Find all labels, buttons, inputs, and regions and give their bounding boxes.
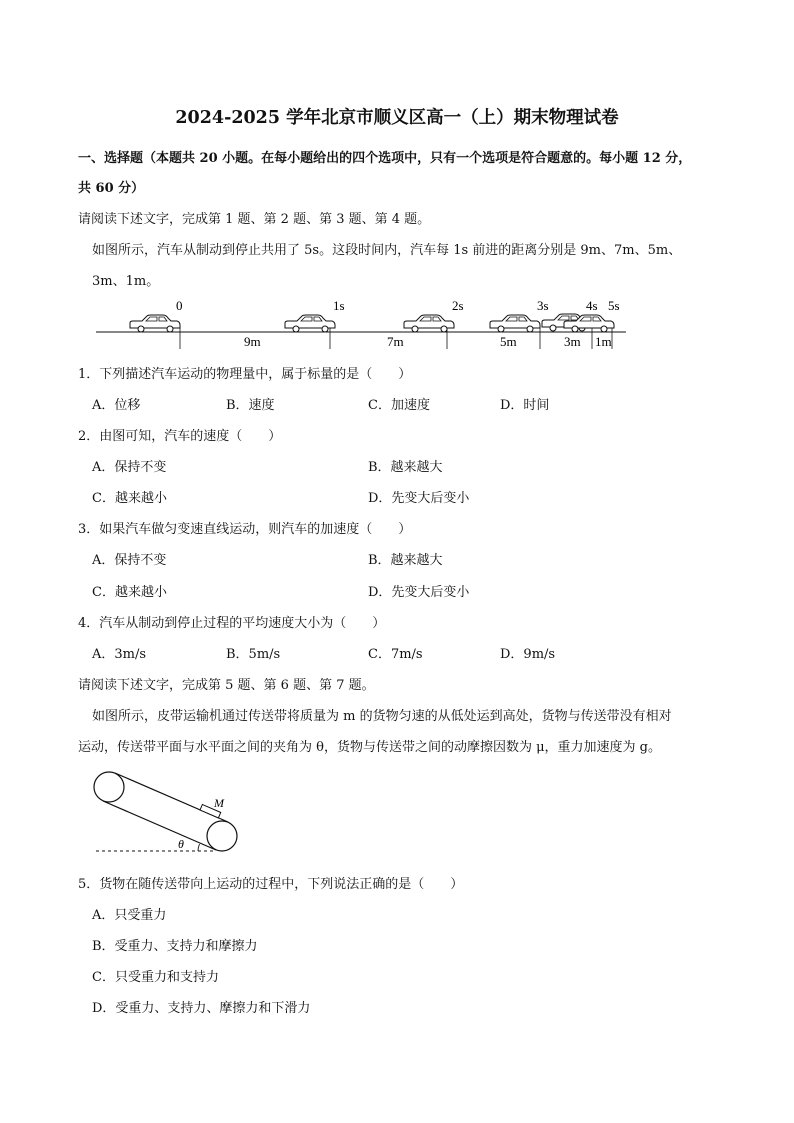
exam-title: 2024-2025 学年北京市顺义区高一（上）期末物理试卷: [175, 108, 619, 128]
question-3-stem: 3．如果汽车做匀变速直线运动，则汽车的加速度（ ）: [78, 522, 412, 537]
distance-label-1m: 1m: [595, 334, 612, 349]
time-label-1s: 1s: [333, 298, 345, 313]
question-1-option-a: A．位移: [92, 398, 141, 413]
passage1-text-line2: 3m、1m。: [92, 274, 160, 289]
question-3-option-d: D．先变大后变小: [368, 585, 470, 600]
time-label-2s: 2s: [452, 298, 464, 313]
distance-label-9m: 9m: [244, 334, 261, 349]
car-icon: [404, 315, 454, 332]
distance-label-3m: 3m: [564, 334, 581, 349]
question-5-option-b: B．受重力、支持力和摩擦力: [92, 939, 258, 954]
question-2-stem: 2．由图可知，汽车的速度（ ）: [78, 429, 282, 444]
question-1-option-d: D．时间: [500, 398, 550, 413]
belt-bottom: [103, 801, 216, 850]
question-3-option-c: C．越来越小: [92, 585, 167, 600]
passage2-text-line1: 如图所示，皮带运输机通过传送带将质量为 m 的货物匀速的从低处运到高处，货物与传送带没有相对: [92, 709, 672, 724]
question-5-option-d: D．受重力、支持力、摩擦力和下滑力: [92, 1001, 311, 1016]
question-5-option-a: A．只受重力: [92, 908, 167, 923]
question-3-option-b: B．越来越大: [368, 553, 443, 568]
question-1-option-b: B．速度: [226, 398, 275, 413]
conveyor-belt-figure: [90, 765, 250, 857]
time-label-0: 0: [176, 298, 183, 313]
car-icon: [130, 315, 180, 332]
bottom-roller: [207, 821, 237, 851]
question-3-option-a: A．保持不变: [92, 553, 167, 568]
question-4-option-a: A．3m/s: [92, 647, 147, 662]
passage1-text-line1: 如图所示，汽车从制动到停止共用了 5s。这段时间内，汽车每 1s 前进的距离分别是 9m、7m、5m、: [92, 243, 682, 258]
top-roller: [94, 772, 124, 802]
time-label-3s: 3s: [537, 298, 549, 313]
car-braking-figure: [92, 294, 632, 350]
question-1-stem: 1．下列描述汽车运动的物理量中，属于标量的是（ ）: [78, 367, 412, 382]
section-heading-line1: 一、选择题（本题共 20 小题。在每小题给出的四个选项中，只有一个选项是符合题意的。每小题 12 分，: [78, 151, 692, 166]
question-4-option-b: B．5m/s: [226, 647, 281, 662]
angle-arc: [198, 844, 200, 851]
question-5-option-c: C．只受重力和支持力: [92, 970, 219, 985]
question-2-option-b: B．越来越大: [368, 460, 443, 475]
angle-label: θ: [178, 837, 184, 851]
passage2-text-line2: 运动，传送带平面与水平面之间的夹角为 θ，货物与传送带之间的动摩擦因数为 μ，重力加速度为 g。: [78, 740, 661, 755]
question-5-stem: 5．货物在随传送带向上运动的过程中，下列说法正确的是（ ）: [78, 877, 464, 892]
distance-label-5m: 5m: [500, 334, 517, 349]
question-4-stem: 4．汽车从制动到停止过程的平均速度大小为（ ）: [78, 616, 386, 631]
question-1-option-c: C．加速度: [368, 398, 430, 413]
passage1-instruction: 请阅读下述文字，完成第 1 题、第 2 题、第 3 题、第 4 题。: [78, 212, 431, 227]
car-icon: [490, 315, 540, 332]
car-icon: [285, 315, 335, 332]
question-2-option-a: A．保持不变: [92, 460, 167, 475]
time-label-5s: 5s: [608, 298, 620, 313]
passage2-instruction: 请阅读下述文字，完成第 5 题、第 6 题、第 7 题。: [78, 678, 375, 693]
mass-label: M: [214, 796, 224, 810]
section-heading-line2: 共 60 分）: [78, 181, 145, 196]
distance-label-7m: 7m: [387, 334, 404, 349]
question-4-option-c: C．7m/s: [368, 647, 423, 662]
time-label-4s: 4s: [586, 298, 598, 313]
question-4-option-d: D．9m/s: [500, 647, 556, 662]
question-2-option-d: D．先变大后变小: [368, 491, 470, 506]
question-2-option-c: C．越来越小: [92, 491, 167, 506]
